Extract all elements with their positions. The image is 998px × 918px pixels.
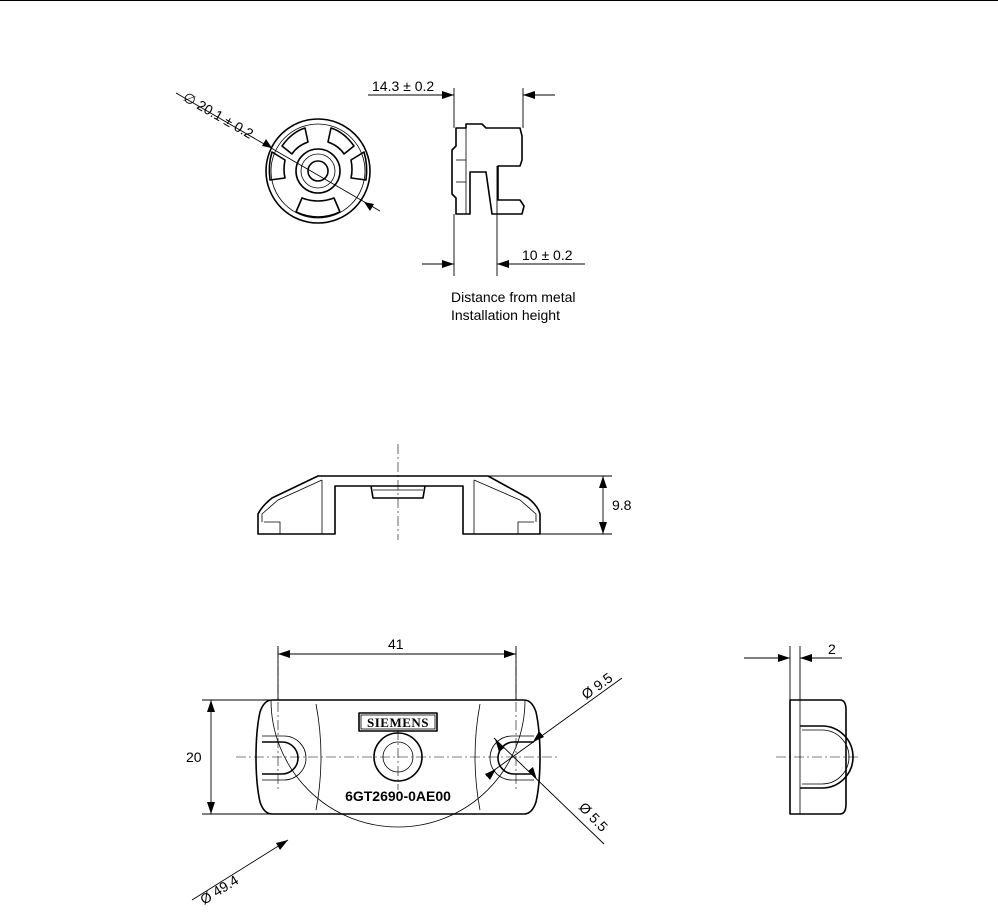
profile-height-label: 9.8 [612, 497, 632, 513]
slot-outer-diameter-label: Ø 9.5 [578, 669, 616, 703]
order-number-text: 6GT2690-0AE00 [345, 788, 451, 804]
carrier-side-view [744, 641, 858, 814]
brand-logo-text: SIEMENS [366, 715, 430, 730]
hole-spacing-label: 41 [388, 636, 404, 652]
round-transponder-side-view [368, 78, 585, 276]
round-transponder-front-view [176, 89, 380, 223]
body-height-label: 20 [186, 749, 202, 765]
outer-radius-diameter-label: Ø 49.4 [197, 871, 242, 908]
carrier-profile-view [258, 444, 632, 540]
caption-distance-from-metal: Distance from metal [451, 289, 576, 305]
round-diameter-label: ∅ 20.1 ± 0.2 [180, 88, 257, 142]
side-width-label: 14.3 ± 0.2 [372, 78, 435, 94]
side-thickness-label: 2 [828, 641, 836, 657]
caption-installation-height: Installation height [451, 307, 560, 323]
side-depth-label: 10 ± 0.2 [522, 247, 573, 263]
carrier-plan-view [186, 636, 622, 908]
slot-inner-diameter-label: Ø 5.5 [575, 798, 612, 835]
